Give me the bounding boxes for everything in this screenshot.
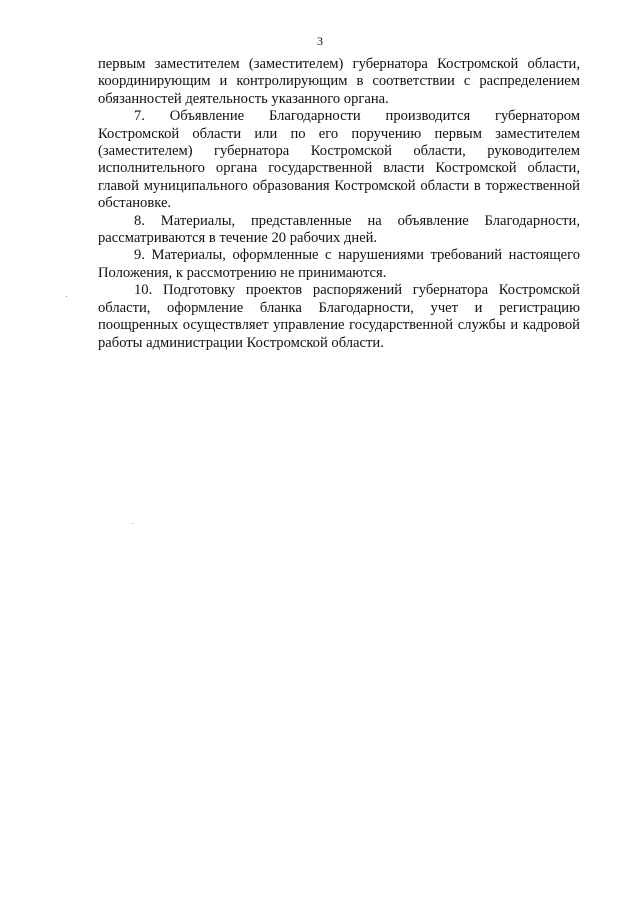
scan-speck: [66, 296, 67, 297]
document-body: [98, 56, 580, 352]
paragraph-item-8: 8. Материалы, представленные на объявление Благодарности, рассматриваются в течение 20 рабочих дней.: [98, 212, 580, 247]
paragraph-continuation: первым заместителем (заместителем) губернатора Костромской области, координирующим и контролирующим в соответствии с распределением обязанностей деятельность указанного органа.: [98, 56, 580, 107]
paragraph-item-9: 9. Материалы, оформленные с нарушениями требований настоящего Положения, к рассмотрению не принимаются.: [98, 247, 580, 281]
scan-speck: [132, 523, 133, 524]
paragraph-item-10: 10. Подготовку проектов распоряжений губернатора Костромской области, оформление бланка Благодарности, учет и регистрацию поощренных осуществляет управление государственной службы и кадровой работы администрации Костромской области.: [98, 282, 580, 351]
paragraph-item-7: 7. Объявление Благодарности производится губернатором Костромской области или по его поручению первым заместителем (заместителем) губернатора Костромской области, руководителем исполнительного органа государственной власти Костромской области, главой муниципального образования Костромской области в торжественной обстановке.: [98, 108, 580, 212]
page-number: 3: [317, 34, 323, 48]
